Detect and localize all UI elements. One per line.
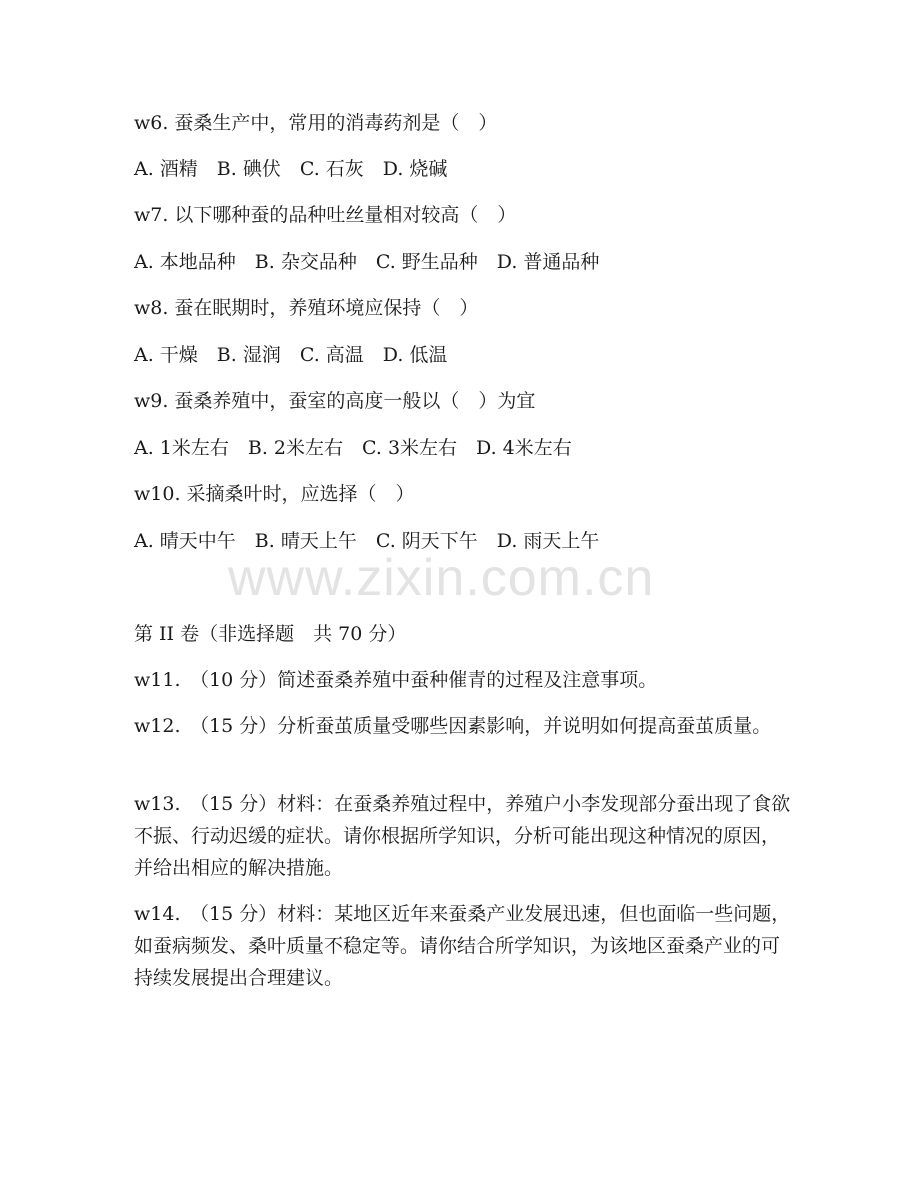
question-w8-stem: w8. 蚕在眠期时，养殖环境应保持（ ）	[134, 297, 479, 319]
question-w11: w11. （10 分）简述蚕桑养殖中蚕种催青的过程及注意事项。	[134, 669, 658, 691]
question-w6-stem: w6. 蚕桑生产中，常用的消毒药剂是（ ）	[134, 112, 498, 134]
question-w10-stem: w10. 采摘桑叶时，应选择（ ）	[134, 483, 415, 505]
question-w8-options: A. 干燥 B. 湿润 C. 高温 D. 低温	[134, 344, 448, 366]
question-w9-options: A. 1米左右 B. 2米左右 C. 3米左右 D. 4米左右	[134, 437, 572, 459]
question-w13: w13. （15 分）材料：在蚕桑养殖过程中，养殖户小李发现部分蚕出现了食欲不振、行动迟缓的症状。请你根据所学知识，分析可能出现这种情况的原因，并给出相应的解决措施。	[134, 793, 791, 879]
question-w14: w14. （15 分）材料：某地区近年来蚕桑产业发展迅速，但也面临一些问题，如蚕病频发、桑叶质量不稳定等。请你结合所学知识，为该地区蚕桑产业的可持续发展提出合理建议。	[134, 903, 791, 989]
section-title: 第 II 卷（非选择题 共 70 分）	[134, 623, 407, 645]
question-w10-options: A. 晴天中午 B. 晴天上午 C. 阴天下午 D. 雨天上午	[134, 530, 600, 552]
question-w12: w12. （15 分）分析蚕茧质量受哪些因素影响，并说明如何提高蚕茧质量。	[134, 715, 772, 737]
question-w7-options: A. 本地品种 B. 杂交品种 C. 野生品种 D. 普通品种	[134, 251, 600, 273]
question-w7-stem: w7. 以下哪种蚕的品种吐丝量相对较高（ ）	[134, 204, 517, 226]
question-w6-options: A. 酒精 B. 碘伏 C. 石灰 D. 烧碱	[134, 158, 448, 180]
question-w9-stem: w9. 蚕桑养殖中，蚕室的高度一般以（ ）为宜	[134, 390, 536, 412]
watermark: www.zixin.com.cn	[228, 549, 655, 607]
